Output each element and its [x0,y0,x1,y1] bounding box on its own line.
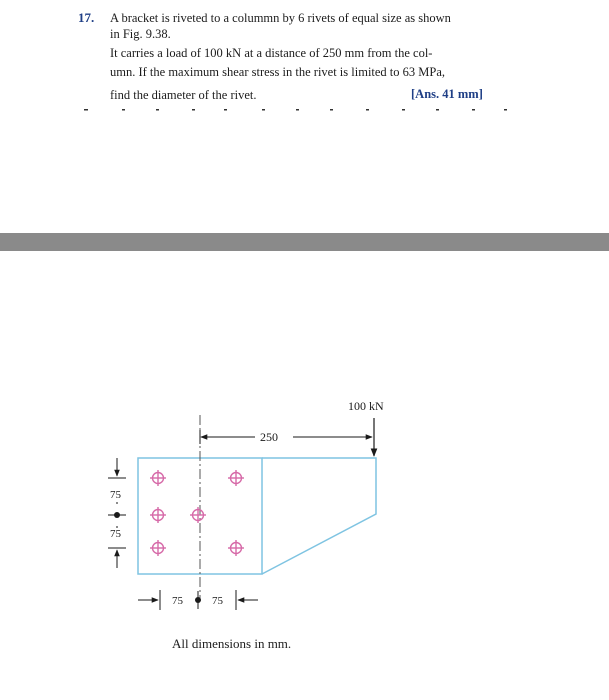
horizontal-pitch-left: 75 [172,595,183,607]
page-separator-bar [0,233,609,251]
page-cut-dashes [84,108,524,112]
problem-line-3: It carries a load of 100 kN at a distance of 250 mm from the col- [110,46,433,60]
vertical-pitch-bottom: 75 [110,528,121,540]
rivet-mid-left [150,507,166,523]
distance-label: 250 [260,430,278,444]
answer-label: [Ans. 41 mm] [411,87,483,101]
load-label: 100 kN [348,399,384,413]
problem-number: 17. [78,10,95,25]
problem-line-4: umn. If the maximum shear stress in the rivet is limited to 63 MPa, [110,65,446,79]
vertical-dimension-center-dot [114,512,120,518]
horizontal-pitch-right: 75 [212,595,223,607]
bracket-plate [138,458,376,574]
problem-line-2: in Fig. 9.38. [110,27,171,41]
bracket-figure [0,380,609,620]
horizontal-dimension-center-dot [195,597,201,603]
rivets [150,470,244,556]
rivet-mid-center [190,507,206,523]
rivet-top-left [150,470,166,486]
figure-caption: All dimensions in mm. [172,636,292,651]
problem-line-1: A bracket is riveted to a colummn by 6 rivets of equal size as shown [110,11,451,25]
rivet-top-right [228,470,244,486]
distance-dimension [200,430,372,444]
rivet-bottom-right [228,540,244,556]
rivet-bottom-left [150,540,166,556]
vertical-pitch-top: 75 [110,489,121,501]
problem-line-5: find the diameter of the rivet. [110,88,257,102]
